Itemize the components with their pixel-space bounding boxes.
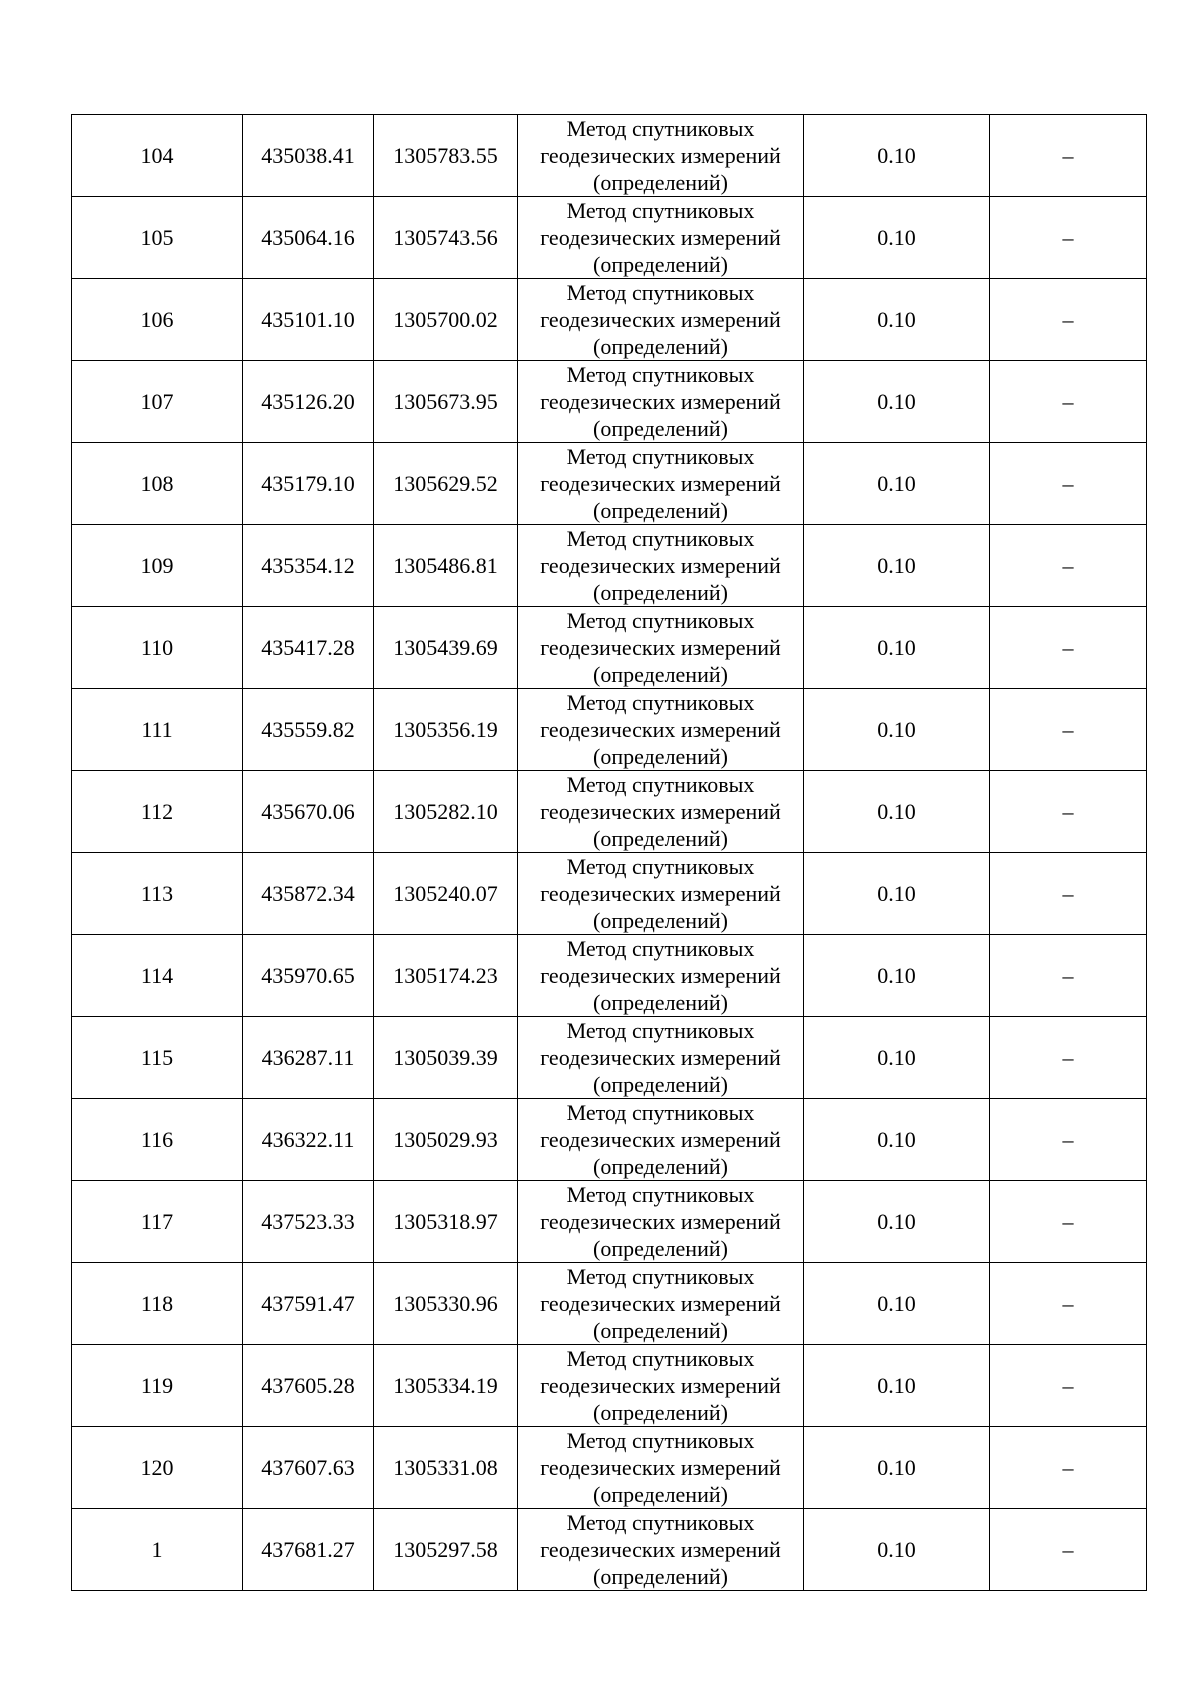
y-coordinate-cell: 1305330.96 xyxy=(374,1263,518,1345)
accuracy-cell: 0.10 xyxy=(804,771,990,853)
x-coordinate-cell: 435126.20 xyxy=(243,361,374,443)
y-coordinate-cell: 1305029.93 xyxy=(374,1099,518,1181)
x-coordinate-cell: 435872.34 xyxy=(243,853,374,935)
point-number-cell: 113 xyxy=(72,853,243,935)
method-line: геодезических измерений xyxy=(540,1291,781,1316)
x-coordinate-cell: 435417.28 xyxy=(243,607,374,689)
method-cell xyxy=(518,115,804,197)
accuracy-cell: 0.10 xyxy=(804,361,990,443)
method-line: Метод спутниковых xyxy=(566,1346,755,1371)
x-coordinate-cell: 436287.11 xyxy=(243,1017,374,1099)
table-row xyxy=(72,525,1147,607)
method-line: (определений) xyxy=(593,1564,728,1589)
point-number-cell: 116 xyxy=(72,1099,243,1181)
method-line: (определений) xyxy=(593,1482,728,1507)
method-line: (определений) xyxy=(593,662,728,687)
x-coordinate-cell: 437607.63 xyxy=(243,1427,374,1509)
table-row xyxy=(72,689,1147,771)
accuracy-cell: 0.10 xyxy=(804,1263,990,1345)
note-cell: – xyxy=(990,1017,1147,1099)
method-cell xyxy=(518,853,804,935)
note-cell: – xyxy=(990,935,1147,1017)
method-line: Метод спутниковых xyxy=(566,198,755,223)
accuracy-cell: 0.10 xyxy=(804,1509,990,1591)
accuracy-cell: 0.10 xyxy=(804,115,990,197)
y-coordinate-cell: 1305700.02 xyxy=(374,279,518,361)
method-line: геодезических измерений xyxy=(540,635,781,660)
y-coordinate-cell: 1305743.56 xyxy=(374,197,518,279)
method-line: геодезических измерений xyxy=(540,143,781,168)
method-line: Метод спутниковых xyxy=(566,1100,755,1125)
point-number-cell: 112 xyxy=(72,771,243,853)
point-number-cell: 120 xyxy=(72,1427,243,1509)
method-cell xyxy=(518,525,804,607)
method-line: Метод спутниковых xyxy=(566,444,755,469)
method-line: (определений) xyxy=(593,1072,728,1097)
method-line: геодезических измерений xyxy=(540,389,781,414)
method-cell xyxy=(518,1345,804,1427)
note-cell: – xyxy=(990,1345,1147,1427)
method-line: Метод спутниковых xyxy=(566,1264,755,1289)
method-cell xyxy=(518,935,804,1017)
method-line: (определений) xyxy=(593,1236,728,1261)
x-coordinate-cell: 437591.47 xyxy=(243,1263,374,1345)
note-cell: – xyxy=(990,443,1147,525)
x-coordinate-cell: 435101.10 xyxy=(243,279,374,361)
method-line: Метод спутниковых xyxy=(566,854,755,879)
method-line: геодезических измерений xyxy=(540,1455,781,1480)
method-line: Метод спутниковых xyxy=(566,608,755,633)
table-row xyxy=(72,1099,1147,1181)
point-number-cell: 109 xyxy=(72,525,243,607)
y-coordinate-cell: 1305629.52 xyxy=(374,443,518,525)
method-line: геодезических измерений xyxy=(540,553,781,578)
table-row xyxy=(72,771,1147,853)
y-coordinate-cell: 1305240.07 xyxy=(374,853,518,935)
method-line: Метод спутниковых xyxy=(566,526,755,551)
table-row xyxy=(72,361,1147,443)
table-row xyxy=(72,279,1147,361)
x-coordinate-cell: 435354.12 xyxy=(243,525,374,607)
y-coordinate-cell: 1305174.23 xyxy=(374,935,518,1017)
accuracy-cell: 0.10 xyxy=(804,607,990,689)
method-cell xyxy=(518,279,804,361)
point-number-cell: 1 xyxy=(72,1509,243,1591)
method-line: (определений) xyxy=(593,498,728,523)
method-cell xyxy=(518,771,804,853)
method-line: (определений) xyxy=(593,170,728,195)
x-coordinate-cell: 436322.11 xyxy=(243,1099,374,1181)
x-coordinate-cell: 437681.27 xyxy=(243,1509,374,1591)
method-line: геодезических измерений xyxy=(540,717,781,742)
table-row xyxy=(72,853,1147,935)
y-coordinate-cell: 1305356.19 xyxy=(374,689,518,771)
method-line: Метод спутниковых xyxy=(566,690,755,715)
note-cell: – xyxy=(990,1263,1147,1345)
table-row xyxy=(72,935,1147,1017)
note-cell: – xyxy=(990,1181,1147,1263)
method-line: (определений) xyxy=(593,1318,728,1343)
table-row xyxy=(72,115,1147,197)
method-cell xyxy=(518,689,804,771)
method-line: (определений) xyxy=(593,744,728,769)
method-cell xyxy=(518,1099,804,1181)
method-cell xyxy=(518,197,804,279)
x-coordinate-cell: 437523.33 xyxy=(243,1181,374,1263)
note-cell: – xyxy=(990,197,1147,279)
method-line: (определений) xyxy=(593,334,728,359)
note-cell: – xyxy=(990,115,1147,197)
accuracy-cell: 0.10 xyxy=(804,1427,990,1509)
point-number-cell: 117 xyxy=(72,1181,243,1263)
method-cell xyxy=(518,1181,804,1263)
method-cell xyxy=(518,443,804,525)
method-line: Метод спутниковых xyxy=(566,362,755,387)
point-number-cell: 115 xyxy=(72,1017,243,1099)
point-number-cell: 108 xyxy=(72,443,243,525)
accuracy-cell: 0.10 xyxy=(804,1017,990,1099)
method-line: Метод спутниковых xyxy=(566,1428,755,1453)
point-number-cell: 119 xyxy=(72,1345,243,1427)
accuracy-cell: 0.10 xyxy=(804,443,990,525)
note-cell: – xyxy=(990,279,1147,361)
table-row xyxy=(72,1181,1147,1263)
method-line: Метод спутниковых xyxy=(566,1182,755,1207)
y-coordinate-cell: 1305297.58 xyxy=(374,1509,518,1591)
coordinates-table-body xyxy=(72,115,1147,1591)
note-cell: – xyxy=(990,525,1147,607)
method-line: (определений) xyxy=(593,1400,728,1425)
method-line: геодезических измерений xyxy=(540,307,781,332)
point-number-cell: 107 xyxy=(72,361,243,443)
method-line: (определений) xyxy=(593,252,728,277)
method-line: геодезических измерений xyxy=(540,1127,781,1152)
x-coordinate-cell: 437605.28 xyxy=(243,1345,374,1427)
method-line: геодезических измерений xyxy=(540,1045,781,1070)
method-line: (определений) xyxy=(593,990,728,1015)
y-coordinate-cell: 1305282.10 xyxy=(374,771,518,853)
x-coordinate-cell: 435038.41 xyxy=(243,115,374,197)
method-cell xyxy=(518,1509,804,1591)
accuracy-cell: 0.10 xyxy=(804,853,990,935)
coordinates-table xyxy=(71,114,1147,1591)
method-line: геодезических измерений xyxy=(540,1537,781,1562)
x-coordinate-cell: 435559.82 xyxy=(243,689,374,771)
point-number-cell: 110 xyxy=(72,607,243,689)
y-coordinate-cell: 1305439.69 xyxy=(374,607,518,689)
table-row xyxy=(72,1017,1147,1099)
x-coordinate-cell: 435670.06 xyxy=(243,771,374,853)
y-coordinate-cell: 1305673.95 xyxy=(374,361,518,443)
method-line: (определений) xyxy=(593,580,728,605)
x-coordinate-cell: 435970.65 xyxy=(243,935,374,1017)
method-line: геодезических измерений xyxy=(540,799,781,824)
y-coordinate-cell: 1305331.08 xyxy=(374,1427,518,1509)
method-cell xyxy=(518,1263,804,1345)
method-line: геодезических измерений xyxy=(540,1209,781,1234)
accuracy-cell: 0.10 xyxy=(804,197,990,279)
y-coordinate-cell: 1305318.97 xyxy=(374,1181,518,1263)
table-row xyxy=(72,443,1147,525)
method-cell xyxy=(518,1427,804,1509)
table-row xyxy=(72,1345,1147,1427)
method-line: (определений) xyxy=(593,826,728,851)
point-number-cell: 111 xyxy=(72,689,243,771)
note-cell: – xyxy=(990,1509,1147,1591)
note-cell: – xyxy=(990,689,1147,771)
note-cell: – xyxy=(990,607,1147,689)
accuracy-cell: 0.10 xyxy=(804,1099,990,1181)
y-coordinate-cell: 1305783.55 xyxy=(374,115,518,197)
accuracy-cell: 0.10 xyxy=(804,1181,990,1263)
method-line: (определений) xyxy=(593,908,728,933)
note-cell: – xyxy=(990,1427,1147,1509)
method-line: Метод спутниковых xyxy=(566,1510,755,1535)
method-line: Метод спутниковых xyxy=(566,116,755,141)
method-line: Метод спутниковых xyxy=(566,936,755,961)
method-line: геодезических измерений xyxy=(540,881,781,906)
x-coordinate-cell: 435064.16 xyxy=(243,197,374,279)
point-number-cell: 114 xyxy=(72,935,243,1017)
method-cell xyxy=(518,1017,804,1099)
point-number-cell: 118 xyxy=(72,1263,243,1345)
method-line: (определений) xyxy=(593,416,728,441)
accuracy-cell: 0.10 xyxy=(804,279,990,361)
accuracy-cell: 0.10 xyxy=(804,525,990,607)
method-line: геодезических измерений xyxy=(540,471,781,496)
point-number-cell: 106 xyxy=(72,279,243,361)
point-number-cell: 105 xyxy=(72,197,243,279)
y-coordinate-cell: 1305334.19 xyxy=(374,1345,518,1427)
table-row xyxy=(72,1263,1147,1345)
method-line: Метод спутниковых xyxy=(566,280,755,305)
note-cell: – xyxy=(990,853,1147,935)
method-line: геодезических измерений xyxy=(540,1373,781,1398)
method-line: Метод спутниковых xyxy=(566,1018,755,1043)
method-line: Метод спутниковых xyxy=(566,772,755,797)
note-cell: – xyxy=(990,1099,1147,1181)
note-cell: – xyxy=(990,361,1147,443)
table-row xyxy=(72,1509,1147,1591)
note-cell: – xyxy=(990,771,1147,853)
table-row xyxy=(72,197,1147,279)
method-line: геодезических измерений xyxy=(540,225,781,250)
x-coordinate-cell: 435179.10 xyxy=(243,443,374,525)
accuracy-cell: 0.10 xyxy=(804,689,990,771)
y-coordinate-cell: 1305039.39 xyxy=(374,1017,518,1099)
method-line: (определений) xyxy=(593,1154,728,1179)
y-coordinate-cell: 1305486.81 xyxy=(374,525,518,607)
accuracy-cell: 0.10 xyxy=(804,935,990,1017)
accuracy-cell: 0.10 xyxy=(804,1345,990,1427)
method-cell xyxy=(518,361,804,443)
method-line: геодезических измерений xyxy=(540,963,781,988)
point-number-cell: 104 xyxy=(72,115,243,197)
table-row xyxy=(72,1427,1147,1509)
table-row xyxy=(72,607,1147,689)
method-cell xyxy=(518,607,804,689)
